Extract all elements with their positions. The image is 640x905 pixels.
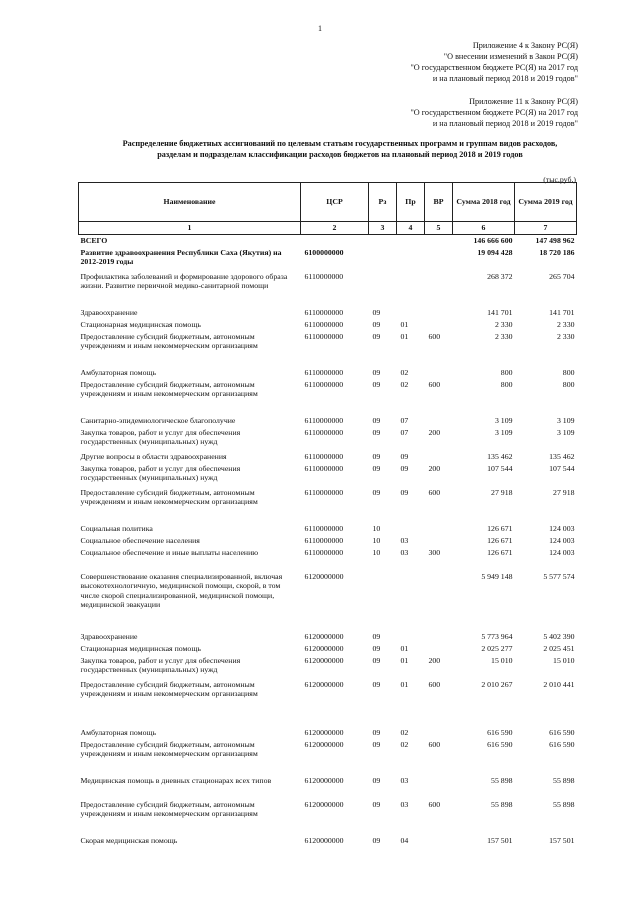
row-pr: 07	[400, 415, 409, 425]
row-vr: 600	[428, 739, 441, 749]
table-column-number-row	[79, 222, 577, 235]
row-rz: 09	[372, 655, 381, 665]
row-sum-2019: 616 590	[549, 739, 575, 749]
row-rz	[369, 235, 397, 247]
row-sum-2019: 5 577 574	[543, 571, 575, 581]
row-name: Профилактика заболеваний и формирование здорового образа жизни. Развитие первичной медико-санитарной помощи	[80, 271, 288, 290]
row-pr	[397, 571, 425, 631]
page-number: 1	[318, 24, 322, 33]
row-pr	[397, 631, 425, 643]
row-sum-2018: 5 773 964	[481, 631, 513, 641]
row-csr: 6110000000	[304, 379, 344, 389]
row-vr: 300	[428, 547, 441, 557]
table-row	[79, 643, 577, 655]
row-sum-2018: 141 701	[487, 307, 513, 317]
row-name: Предоставление субсидий бюджетным, автономным учреждениям и иным некоммерческим организациям	[80, 739, 258, 758]
table-row	[79, 799, 577, 835]
row-sum-2019: 157 501	[549, 835, 575, 845]
row-vr: 200	[428, 655, 441, 665]
row-sum-2019: 616 590	[549, 727, 575, 737]
table-row	[79, 463, 577, 487]
row-sum-2019: 55 898	[553, 775, 575, 785]
col-header-rz: Рз	[369, 183, 397, 222]
row-pr	[397, 235, 425, 247]
row-pr: 04	[400, 835, 409, 845]
row-sum-2018: 3 109	[494, 427, 513, 437]
row-vr	[425, 247, 453, 271]
row-name: Амбулаторная помощь	[80, 727, 157, 737]
row-csr: 6110000000	[304, 547, 344, 557]
row-csr: 6110000000	[304, 427, 344, 437]
row-name: ВСЕГО	[80, 236, 108, 245]
table-row	[79, 727, 577, 739]
row-csr: 6120000000	[304, 655, 344, 665]
row-rz: 09	[372, 835, 381, 845]
row-csr: 6100000000	[304, 247, 344, 257]
row-csr: 6120000000	[304, 643, 344, 653]
row-sum-2018: 126 671	[487, 523, 513, 533]
row-sum-2018: 27 918	[491, 487, 513, 497]
row-rz	[369, 571, 397, 631]
row-csr: 6110000000	[304, 463, 344, 473]
row-sum-2019: 5 402 390	[543, 631, 575, 641]
table-row	[79, 367, 577, 379]
row-rz: 09	[372, 727, 381, 737]
row-vr: 600	[428, 799, 441, 809]
row-name: Здравоохранение	[80, 307, 138, 317]
row-pr: 02	[400, 367, 409, 377]
col-header-vr: ВР	[425, 183, 453, 222]
row-name: Предоставление субсидий бюджетным, автономным учреждениям и иным некоммерческим организациям	[80, 487, 258, 506]
row-name: Предоставление субсидий бюджетным, автономным учреждениям и иным некоммерческим организациям	[80, 679, 258, 698]
row-vr: 200	[428, 427, 441, 437]
row-sum-2018: 800	[500, 379, 513, 389]
row-csr: 6110000000	[304, 331, 344, 341]
row-rz: 09	[372, 679, 381, 689]
row-pr	[397, 271, 425, 307]
row-pr: 03	[400, 775, 409, 785]
row-sum-2019: 147 498 962	[535, 236, 575, 245]
row-rz: 10	[372, 547, 381, 557]
row-pr: 02	[400, 739, 409, 749]
row-sum-2018: 800	[500, 367, 513, 377]
table-row	[79, 451, 577, 463]
row-vr	[425, 319, 453, 331]
row-vr	[425, 271, 453, 307]
row-rz: 09	[372, 799, 381, 809]
row-name: Закупка товаров, работ и услуг для обеспечения государственных (муниципальных) нужд	[80, 463, 241, 482]
row-pr	[397, 523, 425, 535]
row-sum-2019: 15 010	[553, 655, 575, 665]
row-sum-2018: 19 094 428	[477, 247, 513, 257]
row-sum-2019: 2 010 441	[543, 679, 575, 689]
row-csr: 6110000000	[304, 415, 344, 425]
row-sum-2018: 157 501	[487, 835, 513, 845]
table-row	[79, 307, 577, 319]
row-vr	[425, 643, 453, 655]
row-vr	[425, 523, 453, 535]
row-csr: 6120000000	[304, 739, 344, 749]
row-pr: 09	[400, 451, 409, 461]
table-row	[79, 547, 577, 571]
row-sum-2018: 2 330	[494, 319, 513, 329]
row-sum-2019: 124 003	[549, 535, 575, 545]
row-pr: 03	[400, 547, 409, 557]
row-sum-2019: 2 330	[556, 319, 575, 329]
row-name: Предоставление субсидий бюджетным, автономным учреждениям и иным некоммерческим организациям	[80, 799, 258, 818]
table-row	[79, 271, 577, 307]
row-csr: 6110000000	[304, 307, 344, 317]
row-name: Амбулаторная помощь	[80, 367, 157, 377]
row-pr: 01	[400, 655, 409, 665]
row-csr: 6110000000	[304, 487, 344, 497]
row-vr	[425, 571, 453, 631]
col-number: 7	[515, 222, 577, 235]
row-vr	[425, 367, 453, 379]
row-csr: 6120000000	[304, 679, 344, 689]
row-pr: 07	[400, 427, 409, 437]
row-vr	[425, 835, 453, 847]
row-rz: 09	[372, 775, 381, 785]
row-name: Совершенствование оказания специализированной, включая высокотехнологичную, медицинской помощи, скорой, в том числе скорой специализированной, медицинской помощи, медицинской эвакуации	[80, 571, 283, 609]
row-sum-2019: 3 109	[556, 415, 575, 425]
row-sum-2018: 3 109	[494, 415, 513, 425]
row-rz: 09	[372, 631, 381, 641]
row-sum-2019: 27 918	[553, 487, 575, 497]
row-csr: 6110000000	[304, 535, 344, 545]
table-row	[79, 775, 577, 799]
row-rz: 09	[372, 739, 381, 749]
col-number: 5	[425, 222, 453, 235]
row-csr: 6110000000	[304, 523, 344, 533]
row-vr: 600	[428, 679, 441, 689]
row-vr	[425, 775, 453, 799]
row-sum-2018: 5 949 148	[481, 571, 513, 581]
row-rz: 09	[372, 487, 381, 497]
row-csr: 6110000000	[304, 451, 344, 461]
row-name: Развитие здравоохранения Республики Саха (Якутия) на 2012-2019 годы	[80, 247, 282, 266]
row-csr: 6110000000	[304, 367, 344, 377]
row-pr: 01	[400, 319, 409, 329]
table-row	[79, 487, 577, 523]
row-csr: 6120000000	[304, 835, 344, 845]
row-vr	[425, 307, 453, 319]
row-csr: 6110000000	[304, 271, 344, 281]
table-row	[79, 535, 577, 547]
row-sum-2018: 2 010 267	[481, 679, 513, 689]
table-row	[79, 247, 577, 271]
col-header-pr: Пр	[397, 183, 425, 222]
row-pr: 02	[400, 727, 409, 737]
row-pr: 03	[400, 799, 409, 809]
row-vr: 600	[428, 487, 441, 497]
row-rz: 09	[372, 319, 381, 329]
row-name: Социальное обеспечение населения	[80, 535, 200, 545]
col-number: 4	[397, 222, 425, 235]
table-row	[79, 739, 577, 775]
row-csr: 6120000000	[304, 727, 344, 737]
row-sum-2019: 55 898	[553, 799, 575, 809]
row-csr	[301, 235, 369, 247]
row-pr	[397, 307, 425, 319]
row-csr: 6120000000	[304, 631, 344, 641]
table-row	[79, 655, 577, 679]
row-pr: 09	[400, 463, 409, 473]
row-name: Медицинская помощь в дневных стационарах всех типов	[80, 775, 272, 785]
annex-header-1: Приложение 4 к Закону РС(Я) "О внесении изменений в Закон РС(Я) "О государственном бюджете РС(Я) на 2017 год и на плановый период 2018 и 2019 годов"	[410, 41, 578, 83]
row-pr	[397, 247, 425, 271]
row-sum-2019: 3 109	[556, 427, 575, 437]
row-rz	[369, 271, 397, 307]
row-sum-2018: 126 671	[487, 535, 513, 545]
row-sum-2018: 15 010	[491, 655, 513, 665]
annex-header-2: Приложение 11 к Закону РС(Я) "О государственном бюджете РС(Я) на 2017 год и на плановый период 2018 и 2019 годов"	[410, 97, 578, 128]
row-sum-2019: 2 330	[556, 331, 575, 341]
row-vr	[425, 631, 453, 643]
row-name: Предоставление субсидий бюджетным, автономным учреждениям и иным некоммерческим организациям	[80, 331, 258, 350]
row-name: Социальная политика	[80, 523, 153, 533]
row-name: Скорая медицинская помощь	[80, 835, 178, 845]
row-vr	[425, 451, 453, 463]
row-pr: 09	[400, 487, 409, 497]
row-sum-2019: 18 720 186	[539, 247, 575, 257]
row-sum-2019: 800	[562, 379, 575, 389]
row-rz: 09	[372, 415, 381, 425]
row-name: Закупка товаров, работ и услуг для обеспечения государственных (муниципальных) нужд	[80, 427, 241, 446]
row-vr	[425, 727, 453, 739]
row-csr: 6120000000	[304, 571, 344, 581]
row-vr: 200	[428, 463, 441, 473]
row-rz: 09	[372, 451, 381, 461]
row-sum-2019: 800	[562, 367, 575, 377]
row-pr: 02	[400, 379, 409, 389]
row-vr	[425, 415, 453, 427]
col-number: 6	[453, 222, 515, 235]
table-row	[79, 571, 577, 631]
row-pr: 01	[400, 643, 409, 653]
row-pr: 03	[400, 535, 409, 545]
row-pr: 01	[400, 331, 409, 341]
row-csr: 6120000000	[304, 799, 344, 809]
col-number: 3	[369, 222, 397, 235]
col-number: 2	[301, 222, 369, 235]
row-sum-2019: 107 544	[549, 463, 575, 473]
table-row	[79, 235, 577, 247]
col-header-csr: ЦСР	[301, 183, 369, 222]
row-name: Стационарная медицинская помощь	[80, 319, 201, 329]
row-sum-2018: 2 330	[494, 331, 513, 341]
row-rz: 09	[372, 331, 381, 341]
row-rz: 10	[372, 523, 381, 533]
table-row	[79, 835, 577, 847]
row-rz: 09	[372, 367, 381, 377]
row-name: Здравоохранение	[80, 631, 138, 641]
table-header-row	[79, 183, 577, 222]
row-rz	[369, 247, 397, 271]
row-rz: 10	[372, 535, 381, 545]
row-name: Другие вопросы в области здравоохранения	[80, 451, 227, 461]
row-sum-2018: 107 544	[487, 463, 513, 473]
col-header-name: Наименование	[79, 183, 301, 222]
row-vr	[425, 235, 453, 247]
row-rz: 09	[372, 307, 381, 317]
col-header-sum-2018: Сумма 2018 год	[453, 183, 515, 222]
table-row	[79, 631, 577, 643]
row-sum-2019: 141 701	[549, 307, 575, 317]
row-sum-2018: 55 898	[491, 799, 513, 809]
table-row	[79, 427, 577, 451]
row-sum-2019: 124 003	[549, 523, 575, 533]
row-sum-2018: 2 025 277	[481, 643, 513, 653]
units-label: (тыс.руб.)	[543, 175, 576, 184]
table-body	[79, 235, 577, 847]
row-pr: 01	[400, 679, 409, 689]
row-name: Санитарно-эпидемиологическое благополучие	[80, 415, 236, 425]
row-name: Закупка товаров, работ и услуг для обеспечения государственных (муниципальных) нужд	[80, 655, 241, 674]
row-sum-2019: 2 025 451	[543, 643, 575, 653]
table-row	[79, 331, 577, 367]
row-vr: 600	[428, 331, 441, 341]
row-rz: 09	[372, 427, 381, 437]
row-vr	[425, 535, 453, 547]
row-name: Социальное обеспечение и иные выплаты населению	[80, 547, 259, 557]
budget-table	[78, 182, 577, 847]
row-sum-2018: 616 590	[487, 727, 513, 737]
table-row	[79, 523, 577, 535]
row-csr: 6120000000	[304, 775, 344, 785]
table-row	[79, 679, 577, 727]
row-vr: 600	[428, 379, 441, 389]
row-sum-2018: 268 372	[487, 271, 513, 281]
row-csr: 6110000000	[304, 319, 344, 329]
row-sum-2019: 265 704	[549, 271, 575, 281]
col-number: 1	[79, 222, 301, 235]
table-row	[79, 379, 577, 415]
table-row	[79, 415, 577, 427]
row-sum-2018: 135 462	[487, 451, 513, 461]
row-name: Стационарная медицинская помощь	[80, 643, 201, 653]
row-sum-2019: 135 462	[549, 451, 575, 461]
row-name: Предоставление субсидий бюджетным, автономным учреждениям и иным некоммерческим организациям	[80, 379, 258, 398]
table-row	[79, 319, 577, 331]
row-sum-2018: 146 666 600	[473, 236, 513, 245]
row-sum-2018: 616 590	[487, 739, 513, 749]
row-rz: 09	[372, 379, 381, 389]
col-header-sum-2019: Сумма 2019 год	[515, 183, 577, 222]
row-rz: 09	[372, 463, 381, 473]
row-sum-2018: 126 671	[487, 547, 513, 557]
row-sum-2019: 124 003	[549, 547, 575, 557]
row-rz: 09	[372, 643, 381, 653]
row-sum-2018: 55 898	[491, 775, 513, 785]
document-title: Распределение бюджетных ассигнований по целевым статьям государственных программ и группам видов расходов, разделам и подразделам классификации расходов бюджетов на плановый период 2018 и 2019 годов	[122, 139, 558, 159]
